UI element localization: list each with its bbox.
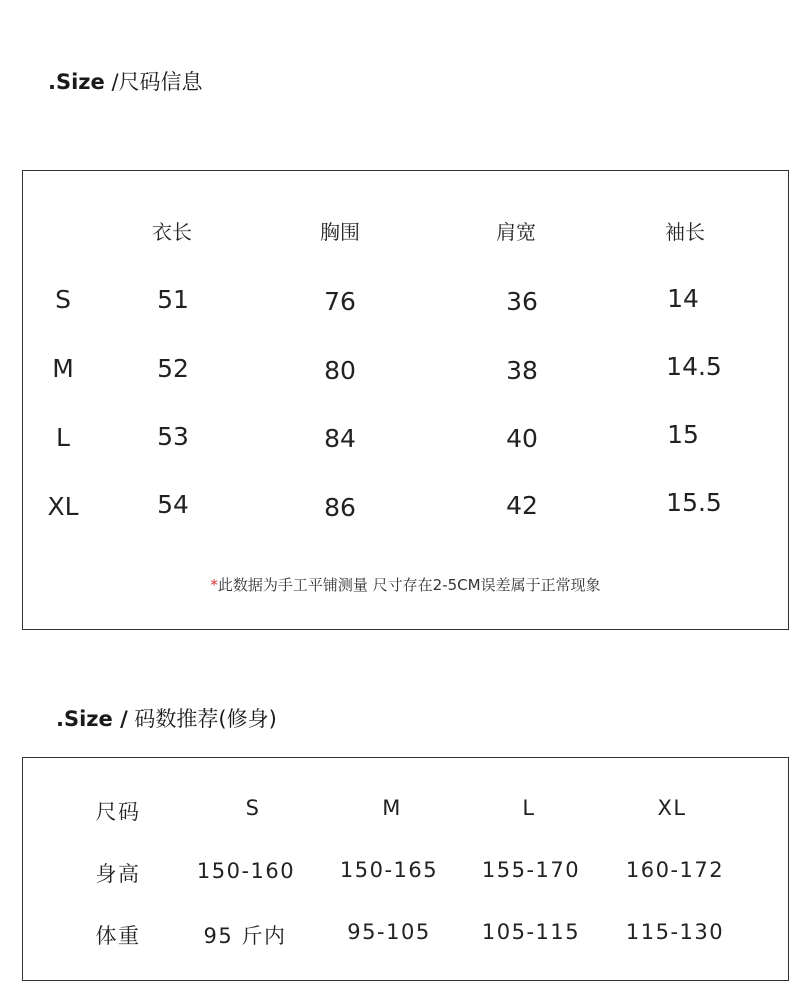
size-info-heading-title: /尺码信息	[104, 70, 203, 94]
table-cell: 105-115	[481, 920, 581, 944]
table-cell: 160-172	[625, 858, 725, 882]
size-header: XL	[657, 796, 687, 820]
column-header: 袖长	[665, 220, 705, 244]
table-cell: 15.5	[666, 488, 722, 517]
table-cell: 36	[506, 287, 538, 316]
table-cell: 51	[157, 285, 189, 314]
table-cell: 40	[506, 424, 538, 453]
table-cell: 155-170	[481, 858, 581, 882]
size-recommend-heading-title: 码数推荐(修身)	[127, 707, 277, 731]
table-cell: 84	[324, 424, 356, 453]
table-cell: 14.5	[666, 352, 722, 381]
table-cell: 52	[157, 354, 189, 383]
row-label: 身高	[95, 862, 141, 886]
measurement-note	[210, 574, 600, 595]
table-cell: 150-160	[196, 859, 296, 883]
note-asterisk: *	[210, 576, 218, 594]
note-text: 此数据为手工平铺测量 尺寸存在2-5CM误差属于正常现象	[217, 576, 601, 594]
size-recommend-heading	[56, 703, 277, 733]
row-size-label: L	[56, 423, 70, 452]
column-header: 衣长	[152, 220, 192, 244]
size-info-table	[22, 170, 789, 630]
table-cell: 15	[667, 420, 699, 449]
table-cell: 95 斤内	[203, 924, 287, 948]
table-cell: 14	[667, 284, 699, 313]
table-cell: 53	[157, 422, 189, 451]
table-cell: 95-105	[347, 920, 431, 944]
row-label-header: 尺码	[95, 800, 141, 824]
size-header: L	[522, 796, 536, 820]
table-cell: 86	[324, 493, 356, 522]
table-cell: 150-165	[339, 858, 439, 882]
table-cell: 38	[506, 356, 538, 385]
column-header: 胸围	[320, 220, 360, 244]
row-size-label: XL	[47, 492, 79, 521]
size-header: M	[382, 796, 402, 820]
table-cell: 54	[157, 490, 189, 519]
size-recommend-heading-prefix: .Size /	[56, 707, 128, 731]
table-cell: 76	[324, 287, 356, 316]
row-label: 体重	[95, 924, 141, 948]
table-cell: 80	[324, 356, 356, 385]
size-info-heading	[48, 66, 203, 96]
row-size-label: S	[55, 285, 71, 314]
column-header: 肩宽	[496, 220, 536, 244]
table-cell: 115-130	[625, 920, 725, 944]
row-size-label: M	[52, 354, 74, 383]
size-info-heading-prefix: .Size	[48, 70, 105, 94]
size-header: S	[245, 796, 261, 820]
size-recommend-table	[22, 757, 789, 981]
table-cell: 42	[506, 491, 538, 520]
